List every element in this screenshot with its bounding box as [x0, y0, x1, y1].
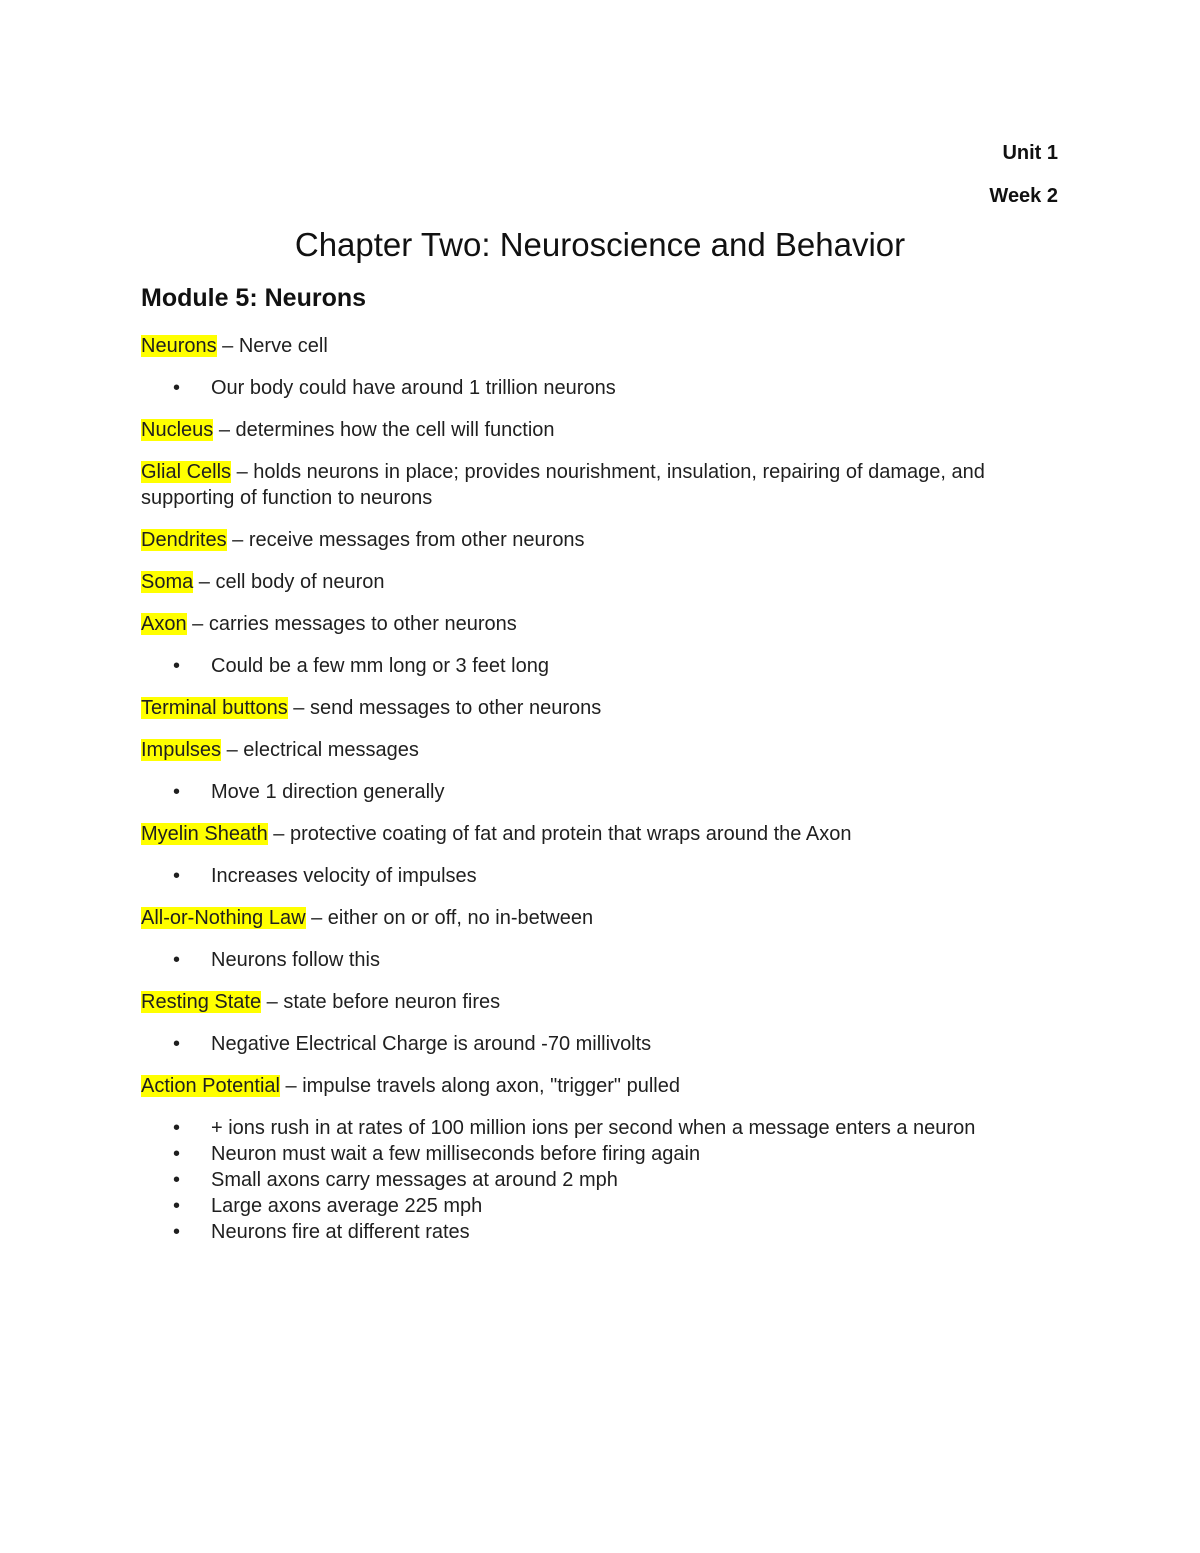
term-entry: [141, 737, 1061, 763]
term-entry: [141, 821, 1061, 847]
highlighted-term: Soma: [141, 571, 194, 593]
term-definition: – impulse travels along axon, "trigger" pulled: [279, 1075, 680, 1097]
highlighted-term: All-or-Nothing Law: [141, 907, 306, 929]
highlighted-term: Axon: [141, 613, 187, 635]
bullet-list: [141, 375, 1061, 401]
bullet-list: [141, 1115, 1061, 1245]
bullet-item: • Neuron must wait a few milliseconds before firing again: [141, 1141, 1061, 1167]
highlighted-term: Neurons: [141, 335, 217, 357]
bullet-list: [141, 1031, 1061, 1057]
term-definition: – receive messages from other neurons: [226, 529, 585, 551]
term-entry: [141, 905, 1061, 931]
term-entry: [141, 417, 1061, 443]
term-entry: [141, 527, 1061, 553]
term-entry: [141, 611, 1061, 637]
bullet-item: • + ions rush in at rates of 100 million ions per second when a message enters a neuron: [141, 1115, 1061, 1141]
bullet-item: • Move 1 direction generally: [141, 779, 1061, 805]
highlighted-term: Glial Cells: [141, 461, 232, 483]
bullet-item: • Neurons fire at different rates: [141, 1219, 1061, 1245]
notes-content: [141, 333, 1061, 1261]
term-entry: [141, 569, 1061, 595]
highlighted-term: Action Potential: [141, 1075, 280, 1097]
highlighted-term: Nucleus: [141, 419, 214, 441]
unit-label: Unit 1: [1002, 142, 1058, 164]
term-definition: – holds neurons in place; provides nourishment, insulation, repairing of damage, and supporting of function to neurons: [141, 461, 985, 509]
bullet-list: [141, 653, 1061, 679]
bullet-item: • Increases velocity of impulses: [141, 863, 1061, 889]
bullet-item: • Negative Electrical Charge is around -70 millivolts: [141, 1031, 1061, 1057]
highlighted-term: Myelin Sheath: [141, 823, 268, 845]
term-definition: – Nerve cell: [216, 335, 328, 357]
bullet-item: • Small axons carry messages at around 2 mph: [141, 1167, 1061, 1193]
term-definition: – send messages to other neurons: [287, 697, 602, 719]
bullet-item: • Our body could have around 1 trillion neurons: [141, 375, 1061, 401]
bullet-list: [141, 779, 1061, 805]
bullet-list: [141, 947, 1061, 973]
highlighted-term: Terminal buttons: [141, 697, 288, 719]
term-definition: – protective coating of fat and protein that wraps around the Axon: [267, 823, 852, 845]
term-entry: [141, 459, 1061, 511]
term-definition: – cell body of neuron: [193, 571, 385, 593]
bullet-item: • Neurons follow this: [141, 947, 1061, 973]
highlighted-term: Dendrites: [141, 529, 227, 551]
bullet-item: • Large axons average 225 mph: [141, 1193, 1061, 1219]
term-definition: – carries messages to other neurons: [186, 613, 517, 635]
term-entry: [141, 989, 1061, 1015]
term-definition: – determines how the cell will function: [213, 419, 555, 441]
highlighted-term: Resting State: [141, 991, 262, 1013]
term-entry: [141, 1073, 1061, 1099]
term-entry: [141, 695, 1061, 721]
term-definition: – state before neuron fires: [261, 991, 501, 1013]
module-title: Module 5: Neurons: [141, 284, 367, 312]
bullet-list: [141, 863, 1061, 889]
term-definition: – electrical messages: [221, 739, 419, 761]
highlighted-term: Impulses: [141, 739, 222, 761]
bullet-item: • Could be a few mm long or 3 feet long: [141, 653, 1061, 679]
chapter-title: Chapter Two: Neuroscience and Behavior: [294, 226, 906, 263]
term-entry: [141, 333, 1061, 359]
week-label: Week 2: [989, 185, 1058, 207]
term-definition: – either on or off, no in-between: [305, 907, 594, 929]
